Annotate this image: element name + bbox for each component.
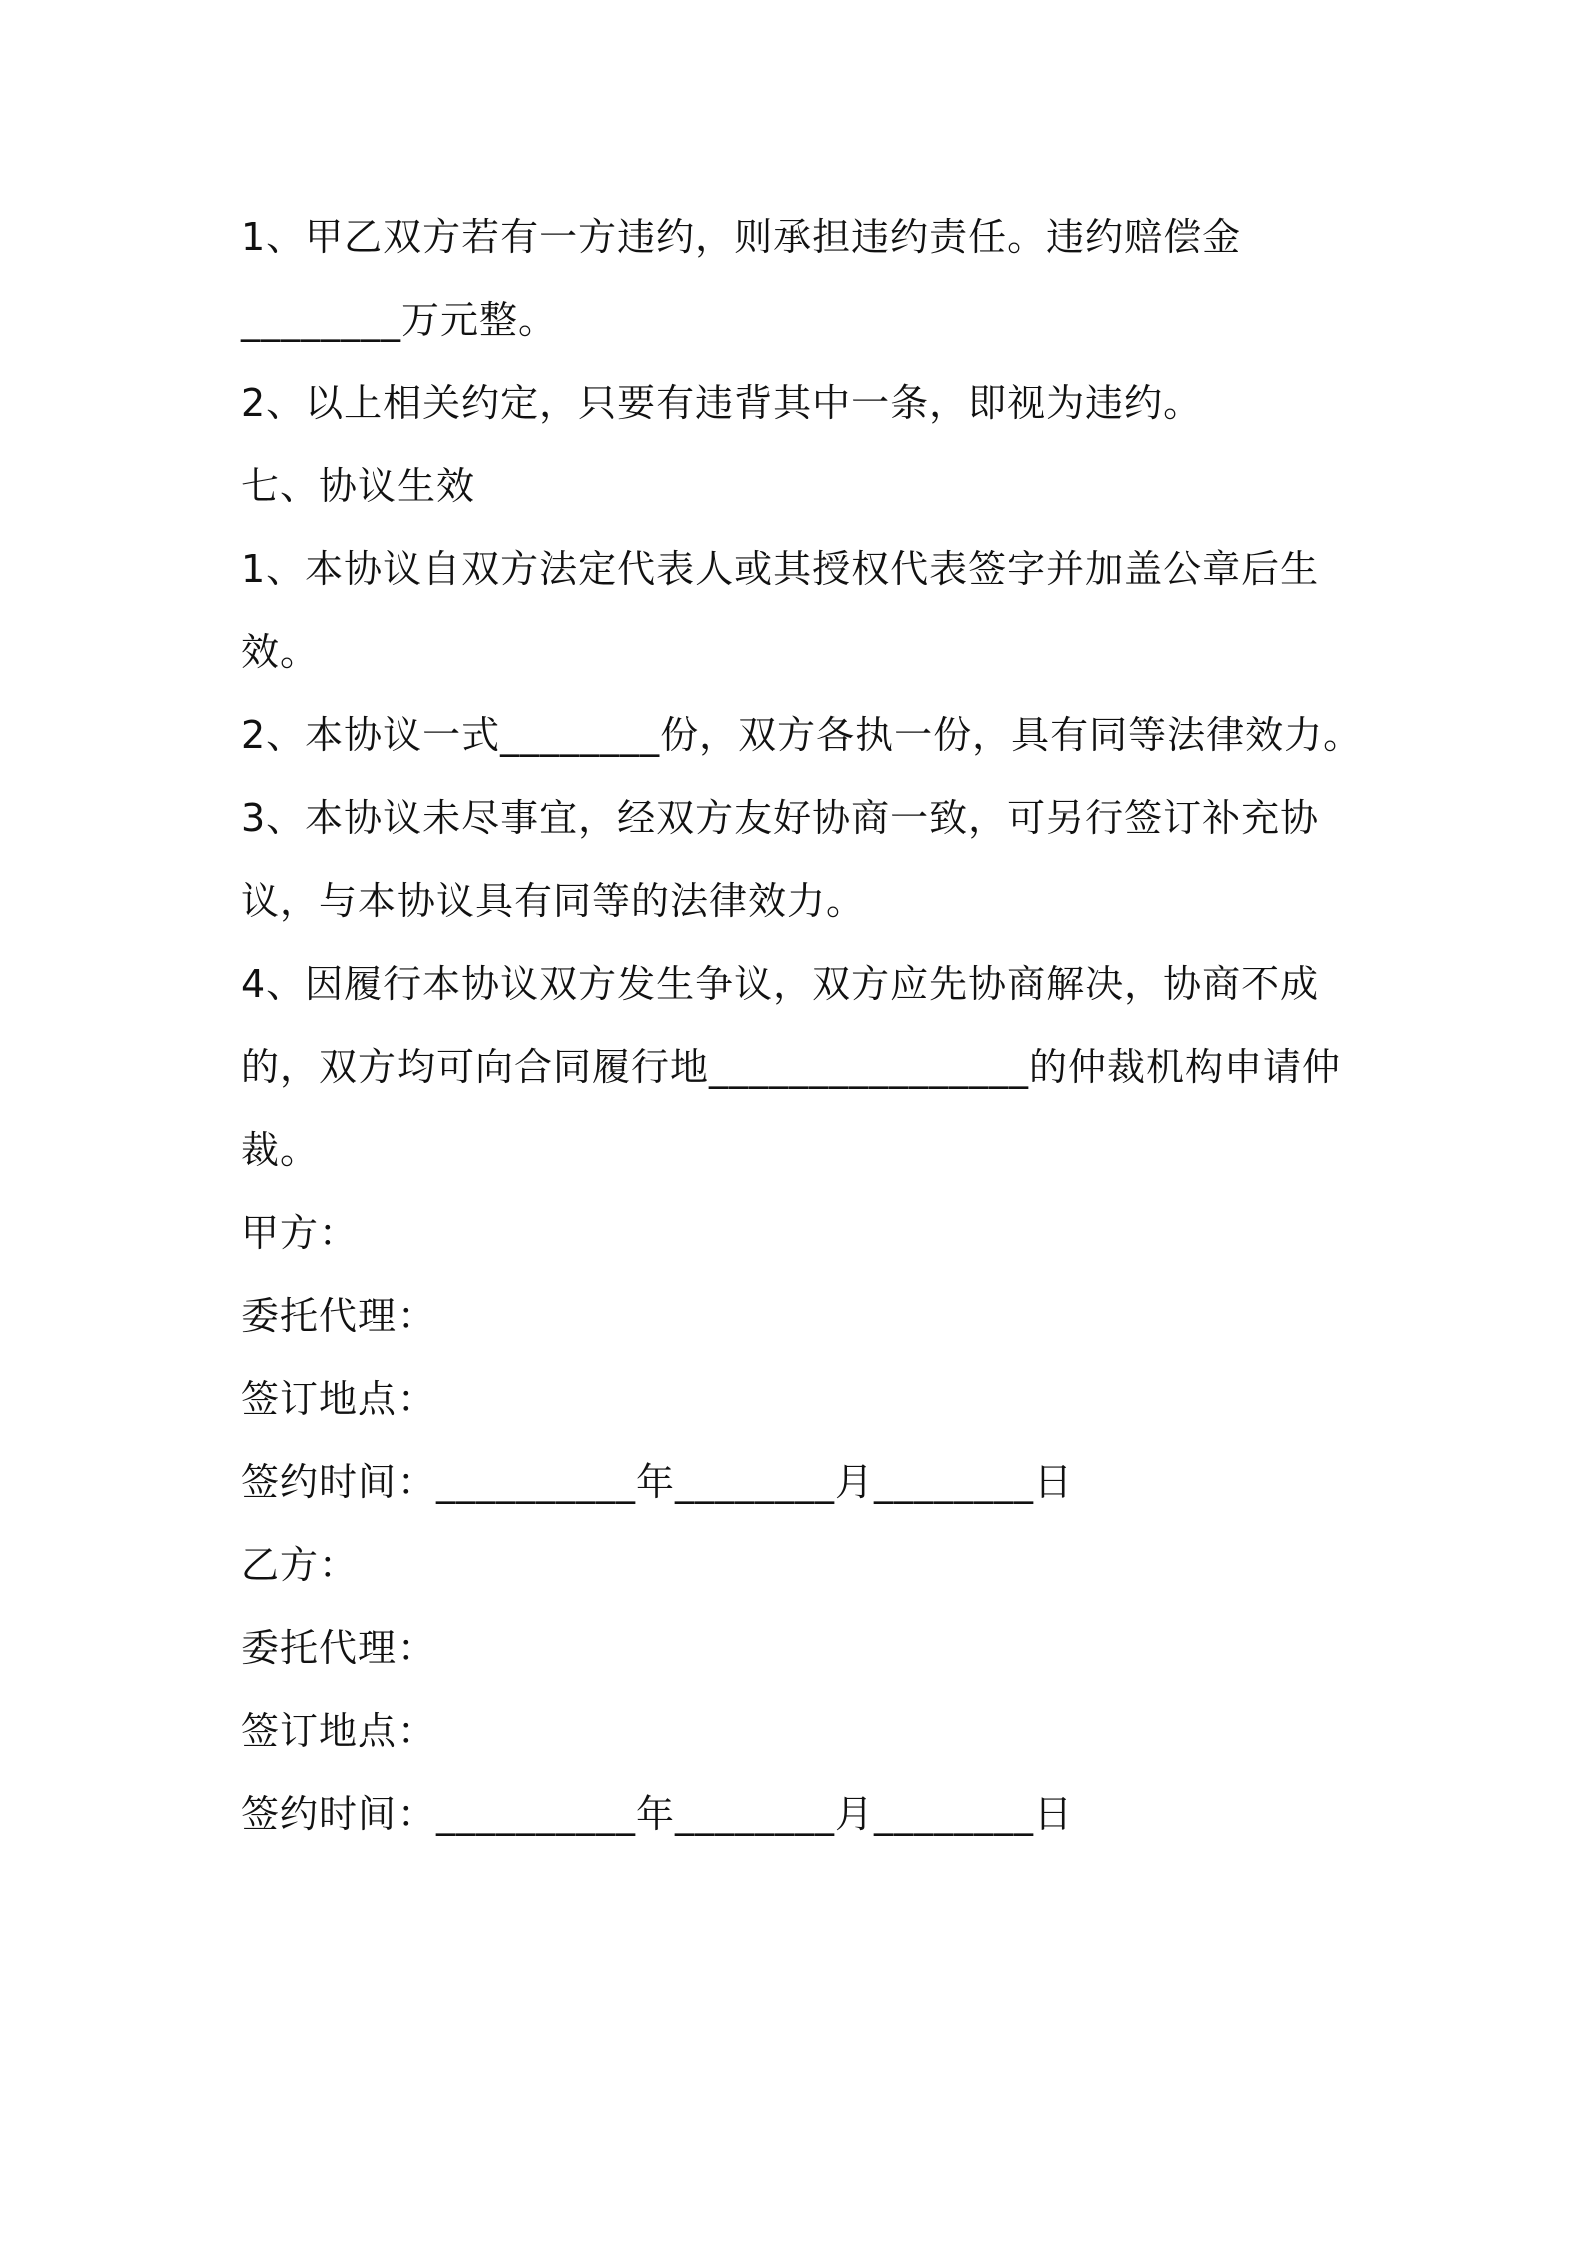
clause-effective-signing: 1、本协议自双方法定代表人或其授权代表签字并加盖公章后生 bbox=[241, 547, 1320, 591]
section-heading-effectiveness: 七、协议生效 bbox=[241, 464, 476, 508]
party-b-place: 签订地点： bbox=[241, 1709, 437, 1753]
clause-effective-signing-cont: 效。 bbox=[241, 630, 320, 674]
party-b-agent: 委托代理： bbox=[241, 1626, 437, 1670]
clause-dispute-end: 裁。 bbox=[241, 1128, 320, 1172]
party-a-agent: 委托代理： bbox=[241, 1294, 437, 1338]
party-a-label: 甲方： bbox=[241, 1211, 359, 1255]
clause-supplement: 3、本协议未尽事宜，经双方友好协商一致，可另行签订补充协 bbox=[241, 796, 1320, 840]
clause-copies: 2、本协议一式________份，双方各执一份，具有同等法律效力。 bbox=[241, 713, 1363, 757]
clause-dispute: 4、因履行本协议双方发生争议，双方应先协商解决，协商不成 bbox=[241, 962, 1320, 1006]
document-body bbox=[241, 196, 1371, 1856]
party-b-date: 签约时间：__________年________月________日 bbox=[241, 1792, 1074, 1836]
party-a-place: 签订地点： bbox=[241, 1377, 437, 1421]
party-b-label: 乙方： bbox=[241, 1543, 359, 1587]
clause-dispute-cont: 的，双方均可向合同履行地________________的仲裁机构申请仲 bbox=[241, 1045, 1342, 1089]
clause-breach-amount: ________万元整。 bbox=[241, 298, 558, 342]
clause-breach-definition: 2、以上相关约定，只要有违背其中一条，即视为违约。 bbox=[241, 381, 1203, 425]
clause-supplement-cont: 议，与本协议具有同等的法律效力。 bbox=[241, 879, 866, 923]
clause-breach-liability: 1、甲乙双方若有一方违约，则承担违约责任。违约赔偿金 bbox=[241, 215, 1242, 259]
party-a-date: 签约时间：__________年________月________日 bbox=[241, 1460, 1074, 1504]
